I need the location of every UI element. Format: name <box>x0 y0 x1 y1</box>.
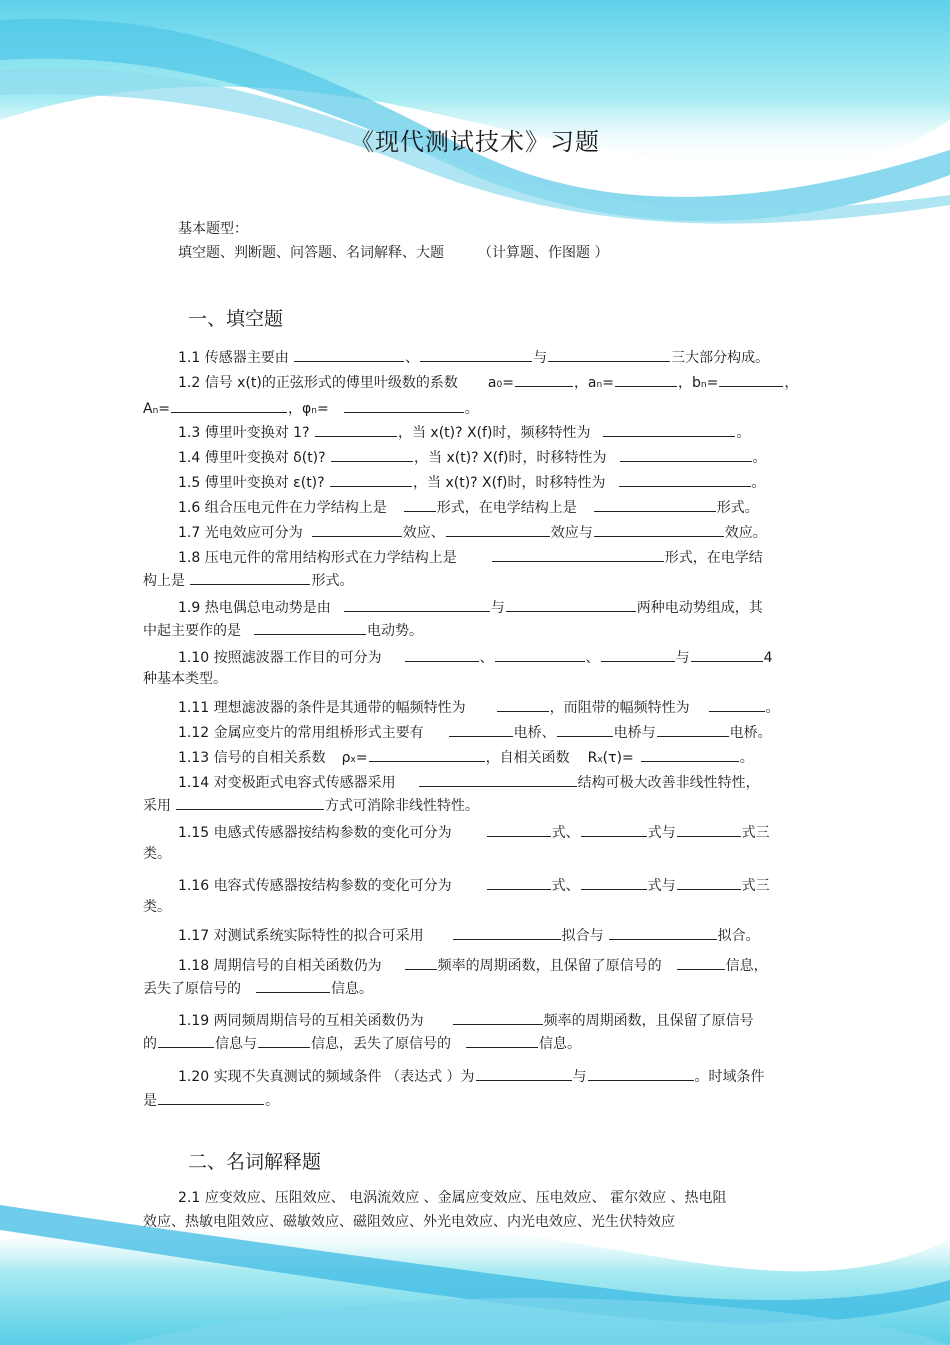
question-1-2-cont: An= ，φn= 。 <box>143 398 479 420</box>
answer-blank[interactable] <box>419 772 577 787</box>
question-1-3 <box>178 422 750 442</box>
question-text: 结构可极大改善非线性特性， <box>577 775 760 791</box>
question-text: 1.20 实现不失真测试的频域条件 （表达式 ）为 <box>178 1069 475 1085</box>
answer-blank[interactable] <box>691 647 763 662</box>
question-1-11 <box>178 697 780 717</box>
question-text: 1.3 傅里叶变换对 1? <box>178 425 310 441</box>
question-text: 方式可消除非线性特性。 <box>325 798 479 814</box>
question-1-19-cont <box>143 1033 581 1053</box>
question-1-18 <box>178 955 768 975</box>
question-text: 1.18 周期信号的自相关函数仍为 <box>178 958 382 974</box>
question-text: ，当 x(t)? X(f)时，频移特性为 <box>397 425 591 441</box>
answer-blank[interactable] <box>369 747 485 762</box>
question-text: 拟合。 <box>717 928 760 944</box>
question-1-17 <box>178 925 760 945</box>
question-1-16 <box>178 875 770 895</box>
question-text: 1.6 组合压电元件在力学结构上是 <box>178 500 387 516</box>
answer-blank[interactable] <box>609 925 717 940</box>
answer-blank[interactable] <box>487 875 551 890</box>
question-text: 与 <box>533 350 548 366</box>
question-text: 1.19 两同频周期信号的互相关函数仍为 <box>178 1013 424 1029</box>
answer-blank[interactable] <box>404 497 436 512</box>
section-heading-fill-in: 一、填空题 <box>188 308 284 330</box>
question-text: = <box>317 401 329 417</box>
answer-blank[interactable] <box>677 955 725 970</box>
answer-blank[interactable] <box>476 1066 572 1081</box>
question-text: 。时域条件 <box>694 1069 765 1085</box>
answer-blank[interactable] <box>256 978 330 993</box>
basic-types-extra: （计算题、作图题 ） <box>478 245 609 261</box>
answer-blank[interactable] <box>330 472 412 487</box>
question-text: A <box>143 401 153 417</box>
question-text: 1.17 对测试系统实际特性的拟合可采用 <box>178 928 424 944</box>
answer-blank[interactable] <box>315 422 397 437</box>
answer-blank[interactable] <box>581 875 647 890</box>
question-text: 是 <box>143 1093 157 1109</box>
question-text: 式三 <box>741 878 770 894</box>
question-text: 1.16 电容式传感器按结构参数的变化可分为 <box>178 878 452 894</box>
question-1-13 <box>178 747 754 769</box>
question-text: 三大部分构成。 <box>671 350 770 366</box>
question-text: 4 <box>763 650 773 666</box>
question-1-20-cont <box>143 1090 279 1110</box>
answer-blank[interactable] <box>254 620 366 635</box>
question-text: 采用 <box>143 798 171 814</box>
question-1-8-cont <box>143 570 353 590</box>
answer-blank[interactable] <box>594 497 716 512</box>
question-text: ，φ <box>288 401 312 417</box>
question-text: 效应。 <box>724 525 767 541</box>
answer-blank[interactable] <box>171 398 287 413</box>
question-text: 中起主要作的是 <box>143 623 241 639</box>
answer-blank[interactable] <box>446 522 550 537</box>
subscript: n <box>311 406 317 416</box>
question-1-9-cont <box>143 620 423 640</box>
question-text: 式、 <box>551 825 580 841</box>
question-text: 信息， <box>725 958 768 974</box>
question-text: 与 <box>490 600 505 616</box>
question-text: 式、 <box>551 878 580 894</box>
question-text: 1.13 信号的自相关系数 <box>178 750 326 766</box>
question-text: 。 <box>739 750 754 766</box>
basic-types-label: 基本题型： <box>178 221 248 237</box>
answer-blank[interactable] <box>466 1033 538 1048</box>
question-text: 电桥与 <box>613 725 656 741</box>
question-text: R <box>587 750 598 766</box>
answer-blank[interactable] <box>453 925 561 940</box>
answer-blank[interactable] <box>677 875 741 890</box>
question-1-16-cont: 类。 <box>143 899 171 915</box>
question-1-10 <box>178 647 773 667</box>
answer-blank[interactable] <box>594 522 724 537</box>
answer-blank[interactable] <box>557 722 613 737</box>
question-1-14 <box>178 772 760 792</box>
answer-blank[interactable] <box>344 597 490 612</box>
answer-blank[interactable] <box>506 597 636 612</box>
question-1-7 <box>178 522 767 542</box>
question-text: 、 <box>405 350 420 366</box>
question-text: 拟合与 <box>561 928 604 944</box>
question-text: 的 <box>143 1036 157 1052</box>
question-text: 式与 <box>647 825 676 841</box>
answer-blank[interactable] <box>615 372 677 387</box>
question-text: 1.9 热电偶总电动势是由 <box>178 600 331 616</box>
answer-blank[interactable] <box>294 347 404 362</box>
answer-blank[interactable] <box>601 647 675 662</box>
question-1-1 <box>178 347 769 367</box>
answer-blank[interactable] <box>420 347 532 362</box>
answer-blank[interactable] <box>492 547 664 562</box>
question-text: 。 <box>765 700 780 716</box>
section-heading-terms: 二、名词解释题 <box>188 1151 322 1173</box>
subscript: n <box>700 380 707 390</box>
basic-types-line <box>178 244 608 262</box>
question-text: 构上是 <box>143 573 185 589</box>
question-text: 频率的周期函数，且保留了原信号的 <box>437 958 662 974</box>
question-text: 1.12 金属应变片的常用组桥形式主要有 <box>178 725 424 741</box>
question-text: 1.7 光电效应可分为 <box>178 525 303 541</box>
answer-blank[interactable] <box>619 472 751 487</box>
subscript: 0 <box>496 380 503 390</box>
question-1-9 <box>178 597 763 617</box>
answer-blank[interactable] <box>495 647 585 662</box>
question-2-1: 2.1 应变效应、压阻效应、 电涡流效应 、金属应变效应、压电效应、 霍尔效应 、热电阻 <box>178 1190 727 1206</box>
question-text: 形式。 <box>311 573 354 589</box>
question-1-6 <box>178 497 759 517</box>
question-text: 信息。 <box>331 981 373 997</box>
question-text: 1.14 对变极距式电容式传感器采用 <box>178 775 396 791</box>
question-text: 1.1 传感器主要由 <box>178 350 289 366</box>
question-1-20 <box>178 1066 765 1086</box>
question-1-14-cont <box>143 795 479 815</box>
question-text: ，b <box>677 375 701 391</box>
question-text: 式三 <box>741 825 770 841</box>
question-1-10-cont: 种基本类型。 <box>143 671 227 687</box>
question-text: 1.15 电感式传感器按结构参数的变化可分为 <box>178 825 452 841</box>
question-1-2: 1.2 信号 x(t)的正弦形式的傅里叶级数的系数 a0= ，an= ，bn= ， <box>178 372 798 394</box>
question-text: 效应、 <box>402 525 445 541</box>
answer-blank[interactable] <box>312 522 402 537</box>
answer-blank[interactable] <box>158 1090 264 1105</box>
answer-blank[interactable] <box>709 697 765 712</box>
subscript: n <box>152 406 159 416</box>
question-text: 。 <box>265 1093 279 1109</box>
answer-blank[interactable] <box>657 722 729 737</box>
question-1-15-cont: 类。 <box>143 846 171 862</box>
answer-blank[interactable] <box>405 955 437 970</box>
question-text: ， <box>784 375 799 391</box>
question-text: 形式，在电学结构上是 <box>436 500 577 516</box>
question-text: 信息，丢失了原信号的 <box>311 1036 451 1052</box>
answer-blank[interactable] <box>719 372 783 387</box>
answer-blank[interactable] <box>497 697 549 712</box>
answer-blank[interactable] <box>405 647 479 662</box>
page-title: 《现代测试技术》习题 <box>350 128 600 156</box>
question-text: ，当 x(t)? X(f)时，时移特性为 <box>413 475 606 491</box>
question-1-4 <box>178 447 767 467</box>
question-1-15 <box>178 822 770 842</box>
answer-blank[interactable] <box>258 1033 310 1048</box>
question-text: 1.5 傅里叶变换对 ε(t)? <box>178 475 325 491</box>
question-text: 与 <box>572 1069 587 1085</box>
question-text: 电桥。 <box>729 725 772 741</box>
answer-blank[interactable] <box>515 372 573 387</box>
question-text: 1.11 理想滤波器的条件是其通带的幅频特性为 <box>178 700 466 716</box>
answer-blank[interactable] <box>344 398 464 413</box>
question-text: 信息与 <box>215 1036 257 1052</box>
question-text: ，当 x(t)? X(f)时，时移特性为 <box>414 450 607 466</box>
answer-blank[interactable] <box>176 795 324 810</box>
question-text: = <box>355 750 368 766</box>
question-text: 、 <box>585 650 600 666</box>
answer-blank[interactable] <box>548 347 670 362</box>
answer-blank[interactable] <box>588 1066 694 1081</box>
question-text: 与 <box>675 650 690 666</box>
question-text: 。 <box>752 450 767 466</box>
subscript: x <box>597 755 603 765</box>
question-text: 两种电动势组成，其 <box>636 600 763 616</box>
question-text: 1.10 按照滤波器工作目的可分为 <box>178 650 382 666</box>
answer-blank[interactable] <box>677 822 741 837</box>
answer-blank[interactable] <box>190 570 310 585</box>
answer-blank[interactable] <box>453 1010 543 1025</box>
question-text: 效应与 <box>550 525 593 541</box>
question-text: 电桥、 <box>513 725 556 741</box>
question-text: 丢失了原信号的 <box>143 981 241 997</box>
answer-blank[interactable] <box>620 447 752 462</box>
question-text: 。 <box>751 475 766 491</box>
question-text: 形式。 <box>716 500 759 516</box>
question-text: 电动势。 <box>367 623 423 639</box>
question-text: a <box>487 375 497 391</box>
question-1-8 <box>178 547 763 567</box>
answer-blank[interactable] <box>581 822 647 837</box>
question-text: ，而阻带的幅频特性为 <box>549 700 690 716</box>
question-text: 信息。 <box>539 1036 581 1052</box>
question-text: ，自相关函数 <box>485 750 570 766</box>
basic-types-list: 填空题、判断题、问答题、名词解释、大题 <box>178 245 444 261</box>
question-2-1-cont: 效应、热敏电阻效应、磁敏效应、磁阻效应、外光电效应、内光电效应、光生伏特效应 <box>143 1214 675 1230</box>
question-1-19 <box>178 1010 754 1030</box>
answer-blank[interactable] <box>603 422 735 437</box>
question-text: 1.2 信号 x(t)的正弦形式的傅里叶级数的系数 <box>178 375 458 391</box>
question-1-12 <box>178 722 772 742</box>
subscript: n <box>596 380 603 390</box>
question-text: 1.8 压电元件的常用结构形式在力学结构上是 <box>178 550 457 566</box>
question-text: 形式，在电学结 <box>664 550 763 566</box>
question-1-18-cont <box>143 978 373 998</box>
answer-blank[interactable] <box>487 822 551 837</box>
answer-blank[interactable] <box>331 447 413 462</box>
answer-blank[interactable] <box>449 722 513 737</box>
subscript: x <box>350 755 356 765</box>
question-1-5 <box>178 472 766 492</box>
question-text: 1.4 傅里叶变换对 δ(t)? <box>178 450 326 466</box>
question-text: 式与 <box>647 878 676 894</box>
question-text: 。 <box>464 401 479 417</box>
question-text: 。 <box>736 425 751 441</box>
answer-blank[interactable] <box>158 1033 214 1048</box>
answer-blank[interactable] <box>641 747 739 762</box>
question-text: ，a <box>573 375 597 391</box>
question-text: 频率的周期函数，且保留了原信号 <box>543 1013 754 1029</box>
question-text: (τ)= <box>602 750 634 766</box>
question-text: 、 <box>479 650 494 666</box>
question-text: ρ <box>341 750 351 766</box>
